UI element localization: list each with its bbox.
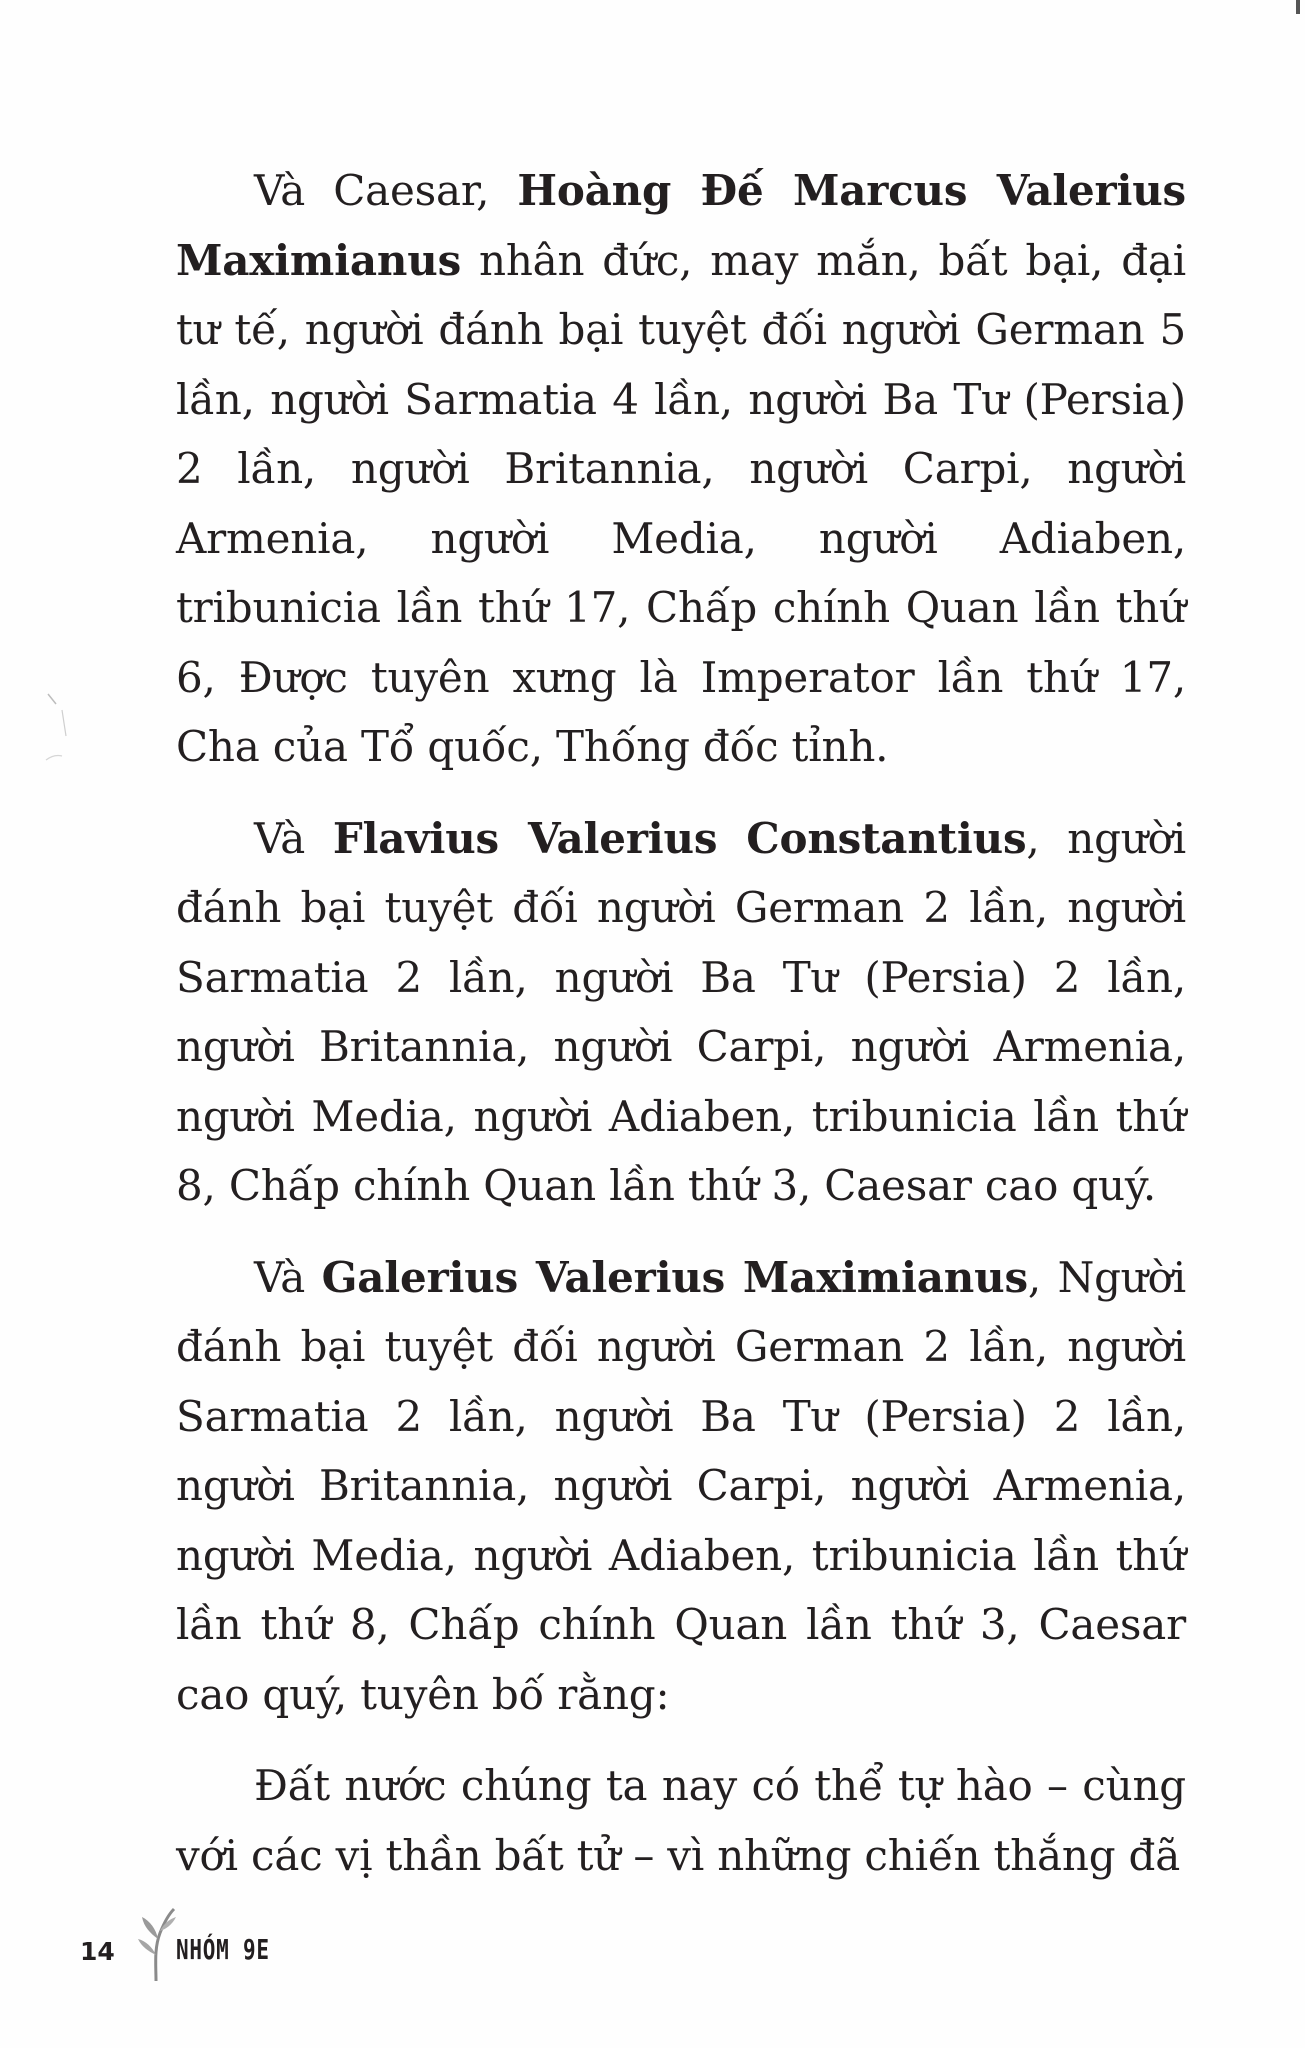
paragraph (176, 1751, 1186, 1890)
bold-name: Hoàng Đế Marcus Valerius Maximianus (176, 166, 1186, 285)
text-run: Và (254, 1252, 322, 1302)
scan-edge-mark (1296, 0, 1300, 14)
text-run: Và Caesar, (254, 166, 518, 215)
leaf-icon (130, 1905, 180, 1983)
bold-name: Galerius Valerius Maximianus (321, 1252, 1028, 1302)
paragraph (176, 804, 1186, 1221)
body-text (176, 156, 1186, 1912)
text-run: Đất nước chúng ta nay có thể tự hào – cùng với các vị thần bất tử – vì những chiến thắng đã (176, 1761, 1186, 1880)
text-run: , người đánh bại tuyệt đối người German 2 lần, người Sarmatia 2 lần, người Ba Tư (Persia) 2 lần, người Britannia, người Carpi, người Armenia, người Media, người Adiaben, tribunicia lần thứ 8, Chấp chính Quan lần thứ 3, Caesar cao quý. (176, 813, 1186, 1210)
page-number: 14 (80, 1937, 115, 1966)
stray-pencil-mark (44, 690, 74, 770)
page-footer (80, 1905, 480, 1985)
publisher-logo-text: NHÓM 9E (176, 1933, 270, 1966)
text-run: nhân đức, may mắn, bất bại, đại tư tế, người đánh bại tuyệt đối người German 5 lần, người Sarmatia 4 lần, người Ba Tư (Persia) 2 lần, người Britannia, người Carpi, người Armenia, người Media, người Adiaben, tribunicia lần thứ 17, Chấp chính Quan lần thứ 6, Được tuyên xưng là Imperator lần thứ 17, Cha của Tổ quốc, Thống đốc tỉnh. (176, 235, 1186, 771)
text-run: Và (254, 813, 333, 863)
text-run: , Người đánh bại tuyệt đối người German 2 lần, người Sarmatia 2 lần, người Ba Tư (Persia) 2 lần, người Britannia, người Carpi, người Armenia, người Media, người Adiaben, tribunicia lần thứ lần thứ 8, Chấp chính Quan lần thứ 3, Caesar cao quý, tuyên bố rằng: (176, 1252, 1186, 1719)
paragraph (176, 156, 1186, 782)
bold-name: Flavius Valerius Constantius (332, 813, 1027, 863)
paragraph (176, 1243, 1186, 1730)
